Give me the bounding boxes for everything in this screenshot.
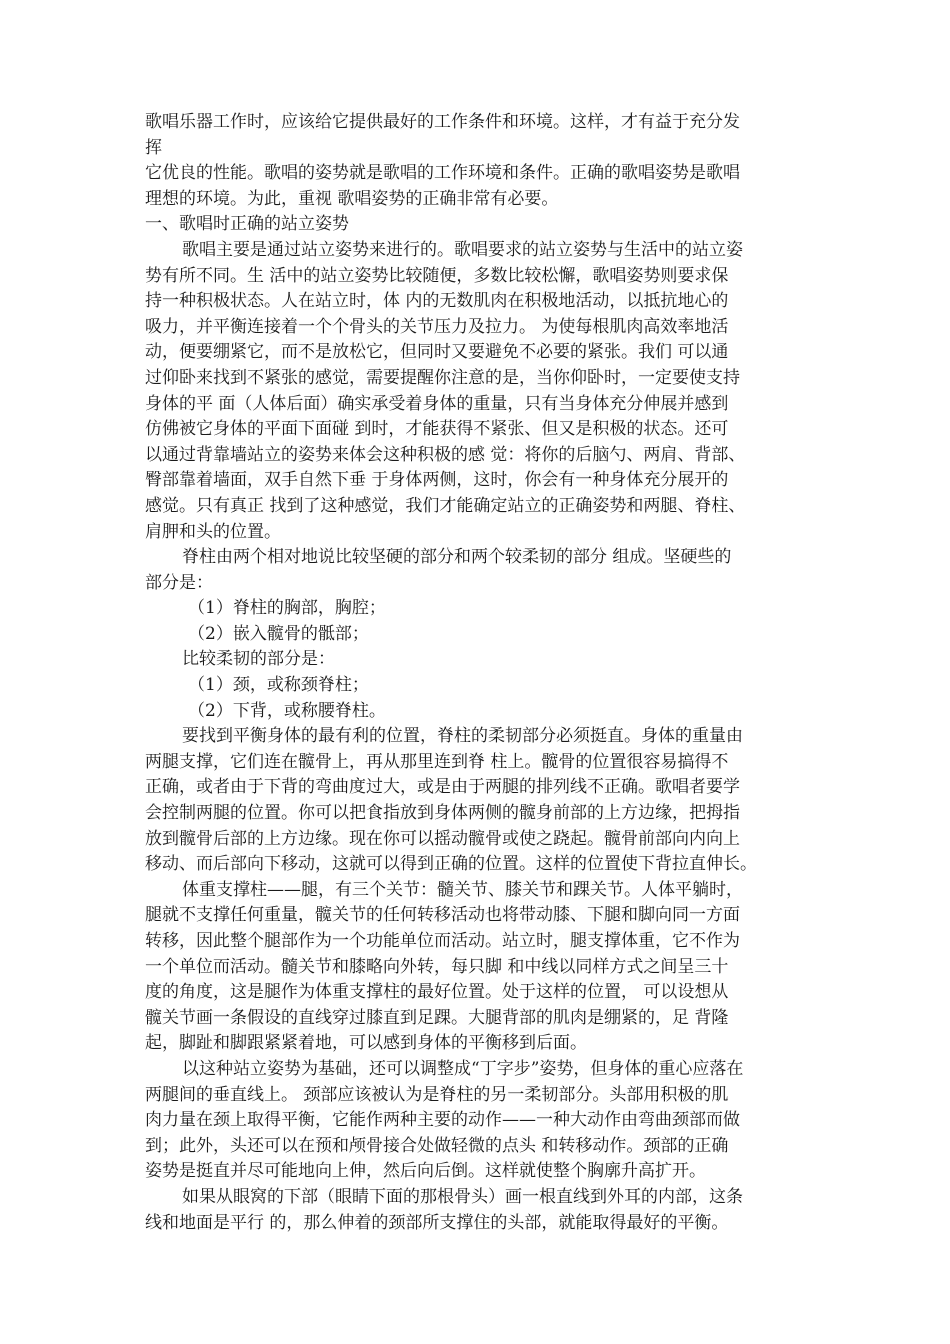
paragraph-line: 如果从眼窝的下部（眼睛下面的那根骨头）画一根直线到外耳的内部，这条 <box>182 1186 743 1207</box>
paragraph-line: 过仰卧来找到不紧张的感觉，需要提醒你注意的是，当你仰卧时，一定要使支持 <box>145 367 740 388</box>
paragraph-line: 到；此外，头还可以在预和颅骨接合处做轻微的点头 和转移动作。颈部的正确 <box>145 1135 729 1156</box>
paragraph-line: 移动、而后部向下移动，这就可以得到正确的位置。这样的位置使下背拉直伸长。 <box>145 854 757 875</box>
paragraph-line: 动，便要绷紧它，而不是放松它，但同时又要避免不必要的紧张。我们 可以通 <box>145 342 729 363</box>
paragraph-line: 以这种站立姿势为基础，还可以调整成“丁字步”姿势，但身体的重心应落在 <box>182 1058 744 1079</box>
paragraph-line: 身体的平 面（人体后面）确实承受着身体的重量，只有当身体充分伸展并感到 <box>145 393 729 414</box>
paragraph-line: 歌唱主要是通过站立姿势来进行的。歌唱要求的站立姿势与生活中的站立姿 <box>182 239 743 260</box>
paragraph-line: 持一种积极状态。人在站立时，体 内的无数肌肉在积极地活动，以抵抗地心的 <box>145 291 729 312</box>
paragraph-line: 会控制两腿的位置。你可以把食指放到身体两侧的髋身前部的上方边缘，把拇指 <box>145 803 740 824</box>
paragraph-line: 两腿支撑，它们连在髋骨上，再从那里连到脊 柱上。髋骨的位置很容易搞得不 <box>145 751 729 772</box>
intro-line: 歌唱乐器工作时，应该给它提供最好的工作条件和环境。这样，才有益于充分发 <box>145 112 740 132</box>
paragraph-line: 以通过背靠墙站立的姿势来体会这种积极的感 觉：将你的后脑勺、两肩、背部、 <box>145 444 746 465</box>
paragraph-line: 感觉。只有真正 找到了这种感觉，我们才能确定站立的正确姿势和两腿、脊柱、 <box>145 495 746 516</box>
section-heading: 一、歌唱时正确的站立姿势 <box>145 214 349 235</box>
paragraph-head-balance <box>145 1185 811 1236</box>
paragraph-line: 放到髋骨后部的上方边缘。现在你可以摇动髋骨或使之跷起。髋骨前部向内向上 <box>145 828 740 849</box>
paragraph-line: 起，脚趾和脚跟紧紧着地，可以感到身体的平衡移到后面。 <box>145 1033 587 1054</box>
paragraph-neck <box>145 1057 811 1185</box>
paragraph-line: 肉力量在颈上取得平衡，它能作两种主要的动作——一种大动作由弯曲颈部而做 <box>145 1110 740 1131</box>
paragraph-line: 肩胛和头的位置。 <box>145 521 281 542</box>
paragraph-line: 要找到平衡身体的最有利的位置，脊柱的柔韧部分必须挺直。身体的重量由 <box>182 726 743 747</box>
intro-line: 挥 <box>145 137 162 158</box>
paragraph-line: 度的角度，这是腿作为体重支撑柱的最好位置。处于这样的位置， 可以设想从 <box>145 982 729 1003</box>
paragraph-line: 势有所不同。生 活中的站立姿势比较随便，多数比较松懈，歌唱姿势则要求保 <box>145 265 729 286</box>
paragraph-line: 吸力，并平衡连接着一个个骨头的关节压力及拉力。 为使每根肌肉高效率地活 <box>145 316 729 337</box>
list-hard-parts <box>145 596 811 647</box>
intro-line: 理想的环境。为此，重视 歌唱姿势的正确非常有必要。 <box>145 188 559 209</box>
soft-parts-label: 比较柔韧的部分是： <box>182 649 335 670</box>
list-item: （2）下背，或称腰脊柱。 <box>188 700 386 721</box>
paragraph-line: 腿就不支撑任何重量，髋关节的任何转移活动也将带动膝、下腿和脚向同一方面 <box>145 905 740 926</box>
paragraph-line: 一个单位而活动。髓关节和膝略向外转，每只脚 和中线以同样方式之间呈三十 <box>145 956 729 977</box>
list-item: （2）嵌入髋骨的骶部； <box>188 623 369 644</box>
list-item: （1）颈，或称颈脊柱； <box>188 675 369 696</box>
paragraph-line: 脊柱由两个相对地说比较坚硬的部分和两个较柔韧的部分 组成。坚硬些的 <box>182 547 732 568</box>
paragraph-line: 体重支撑柱——腿，有三个关节：髓关节、膝关节和踝关节。人体平躺时， <box>182 879 743 900</box>
list-item: （1）脊柱的胸部，胸腔； <box>188 598 386 619</box>
intro-line: 它优良的性能。歌唱的姿势就是歌唱的工作环境和条件。正确的歌唱姿势是歌唱 <box>145 163 740 184</box>
paragraph-line: 姿势是挺直并尽可能地向上伸，然后向后倒。这样就使整个胸廓升高扩开。 <box>145 1161 706 1182</box>
paragraph-standing-posture <box>145 238 811 545</box>
paragraph-line: 线和地面是平行 的，那么伸着的颈部所支撑住的头部，就能取得最好的平衡。 <box>145 1212 729 1233</box>
paragraph-line: 臀部靠着墙面，双手自然下垂 于身体两侧，这时，你会有一种身体充分展开的 <box>145 470 729 491</box>
paragraph-line: 转移，因此整个腿部作为一个功能单位而活动。站立时，腿支撑体重，它不作为 <box>145 931 740 951</box>
list-soft-parts <box>145 673 811 724</box>
document-page <box>145 110 811 1236</box>
paragraph-legs <box>145 878 811 1057</box>
paragraph-line: 部分是： <box>145 572 213 593</box>
paragraph-line: 髋关节画一条假设的直线穿过膝直到足踝。大腿背部的肌肉是绷紧的，足 背隆 <box>145 1007 729 1028</box>
paragraph-spine <box>145 545 811 596</box>
paragraph-line: 两腿间的垂直线上。 颈部应该被认为是脊柱的另一柔韧部分。头部用积极的肌 <box>145 1084 729 1105</box>
paragraph-line: 正确，或者由于下背的弯曲度过大，或是由于两腿的排列线不正确。歌唱者要学 <box>145 777 740 798</box>
paragraph-line: 仿佛被它身体的平面下面碰 到时，才能获得不紧张、但又是积极的状态。还可 <box>145 419 729 440</box>
paragraph-pelvis <box>145 724 811 878</box>
